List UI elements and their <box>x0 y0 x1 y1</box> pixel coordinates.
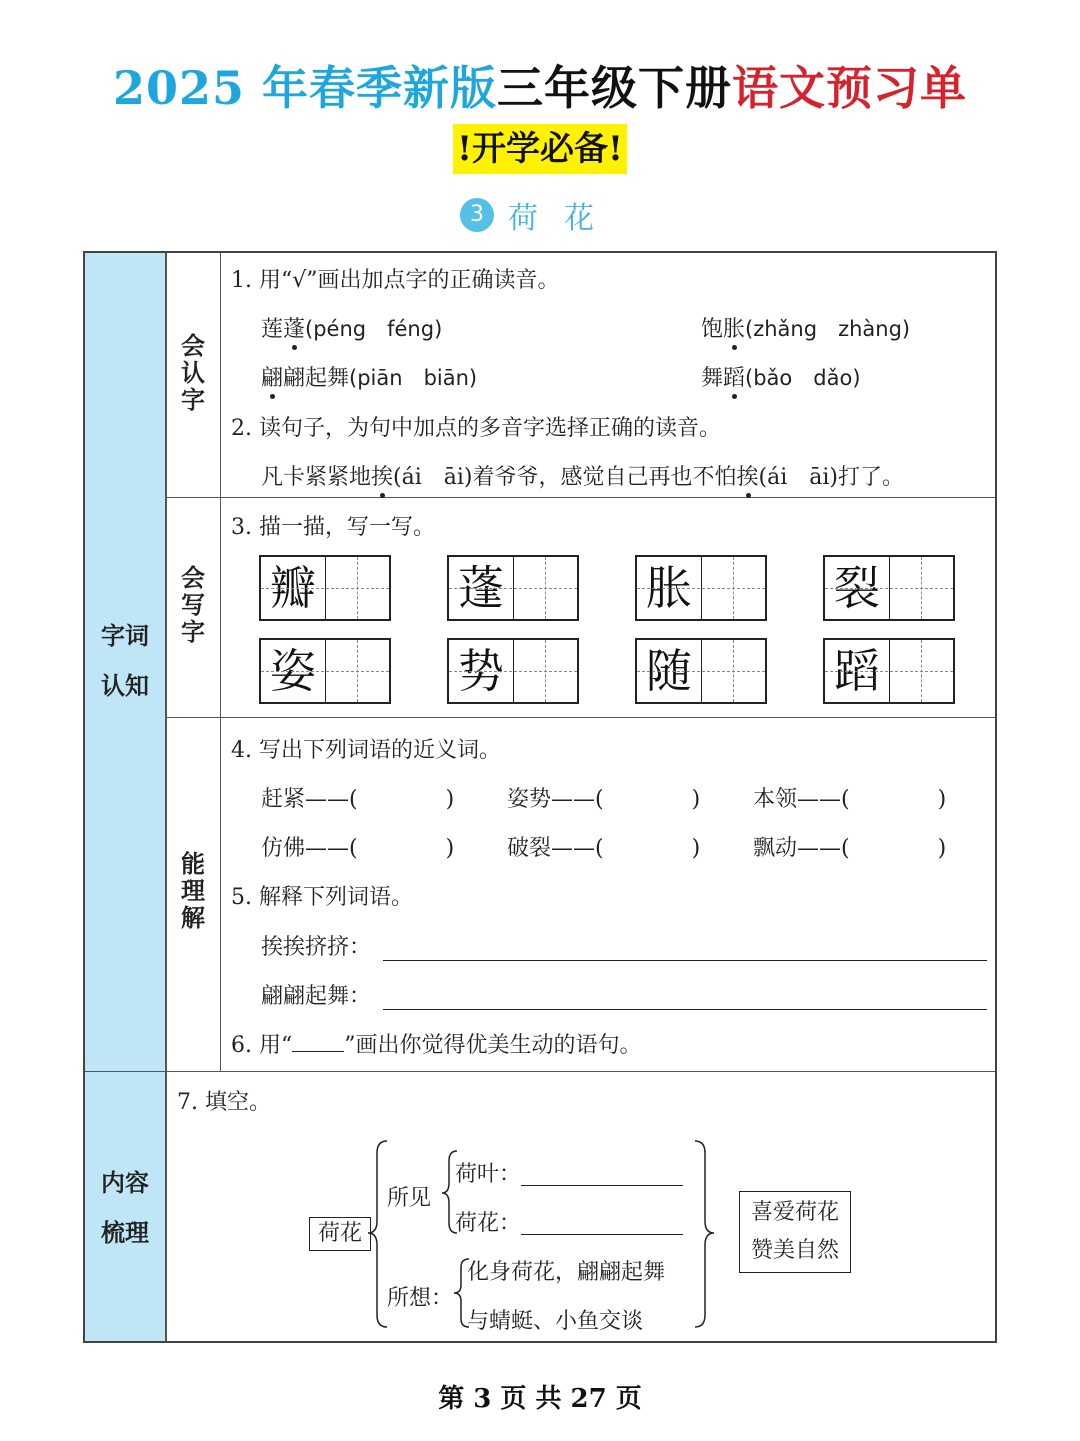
q1-dotted-char: 蹈 <box>723 366 746 391</box>
mindmap-seen-item: 荷花： <box>455 1211 522 1236</box>
q1-word: 翩起舞 <box>283 366 350 391</box>
label-char: 字 <box>181 386 205 414</box>
subtitle-wrap <box>0 124 1080 174</box>
label-char: 能 <box>181 850 205 878</box>
page-title <box>0 52 1080 118</box>
q6-text: ”画出你觉得优美生动的语句。 <box>344 1033 642 1058</box>
synonym-item[interactable]: 本领——( ) <box>753 787 947 812</box>
q1-pinyin: (bǎo dǎo) <box>745 366 861 390</box>
question-2-prompt: 2. 读句子，为句中加点的多音字选择正确的读音。 <box>231 416 721 441</box>
q1-word: 舞 <box>701 366 724 391</box>
q2-text: (ái āi)打了。 <box>758 465 905 490</box>
title-black-part: 三年级下册 <box>497 61 733 115</box>
q1-dotted-char: 翩 <box>261 366 284 391</box>
worksheet-table <box>83 251 997 1343</box>
synonym-item[interactable]: 姿势——( ) <box>507 787 701 812</box>
q6-text: 6. 用“ <box>231 1033 293 1058</box>
q1-word: 饱 <box>701 317 724 342</box>
q1-word: 莲 <box>261 317 284 342</box>
lesson-number-badge: 3 <box>460 198 494 232</box>
label-char: 会 <box>181 332 205 360</box>
title-blue-part: 2025 年春季新版 <box>112 61 498 115</box>
label-char: 解 <box>181 904 205 932</box>
q2-text: 凡卡紧紧地 <box>261 465 372 490</box>
answer-line[interactable] <box>521 1185 683 1186</box>
trace-char: 蓬 <box>458 561 504 615</box>
q1-pinyin: (zhǎng zhàng) <box>745 317 911 341</box>
trace-char: 瓣 <box>270 561 316 615</box>
section-label-line: 梳理 <box>101 1219 149 1247</box>
question-3-prompt: 3. 描一描，写一写。 <box>231 515 435 540</box>
label-char: 理 <box>181 877 205 905</box>
q1-dotted-char: 蓬 <box>283 317 306 342</box>
label-char: 字 <box>181 618 205 646</box>
synonym-item[interactable]: 破裂——( ) <box>507 836 701 861</box>
mindmap-conclusion <box>739 1191 851 1273</box>
q1-pinyin: (péng féng) <box>305 317 443 341</box>
trace-char: 势 <box>458 644 504 698</box>
mindmap-thought: 所想： <box>387 1286 454 1311</box>
title-red-part: 语文预习单 <box>732 61 968 115</box>
q2-dotted-char: 挨 <box>736 465 759 490</box>
label-char: 认 <box>181 359 205 387</box>
explain-word: 挨挨挤挤： <box>261 935 372 960</box>
question-5-prompt: 5. 解释下列词语。 <box>231 885 413 910</box>
mindmap-seen-item: 荷叶： <box>455 1162 522 1187</box>
page-footer: 第 3 页 共 27 页 <box>438 1384 642 1414</box>
mindmap-root: 荷花 <box>309 1217 371 1251</box>
lesson-name: 荷花 <box>508 201 620 236</box>
question-4-prompt: 4. 写出下列词语的近义词。 <box>231 738 501 763</box>
mindmap-thought-item: 与蜻蜓、小鱼交谈 <box>467 1309 644 1334</box>
mindmap-thought-item: 化身荷花，翩翩起舞 <box>467 1260 666 1285</box>
q1-pinyin: (piān biān) <box>349 366 478 390</box>
conclusion-line: 赞美自然 <box>750 1238 839 1263</box>
mindmap-seen: 所见 <box>387 1186 432 1211</box>
answer-line[interactable] <box>521 1234 683 1235</box>
explain-word: 翩翩起舞： <box>261 984 372 1009</box>
mindmap-brackets <box>85 253 995 1341</box>
question-7-prompt: 7. 填空。 <box>177 1090 271 1115</box>
synonym-item[interactable]: 飘动——( ) <box>753 836 947 861</box>
conclusion-line: 喜爱荷花 <box>750 1200 839 1225</box>
question-1-prompt: 1. 用“√”画出加点字的正确读音。 <box>231 268 560 293</box>
q2-dotted-char: 挨 <box>371 465 394 490</box>
q1-dotted-char: 胀 <box>723 317 746 342</box>
section-label-line: 内容 <box>101 1169 149 1197</box>
section-label-line: 字词 <box>101 622 149 650</box>
q2-text: (ái āi)着爷爷，感觉自己再也不怕 <box>393 465 737 490</box>
trace-char: 姿 <box>270 644 316 698</box>
section-label-line: 认知 <box>101 672 149 700</box>
trace-char: 蹈 <box>834 644 880 698</box>
synonym-item[interactable]: 赶紧——( ) <box>261 787 455 812</box>
trace-char: 胀 <box>646 561 692 615</box>
trace-char: 随 <box>646 644 692 698</box>
synonym-item[interactable]: 仿佛——( ) <box>261 836 455 861</box>
label-char: 写 <box>181 591 205 619</box>
subtitle-highlight: !开学必备! <box>453 124 627 174</box>
lesson-heading <box>0 193 1080 237</box>
trace-char: 裂 <box>834 561 880 615</box>
label-char: 会 <box>181 564 205 592</box>
